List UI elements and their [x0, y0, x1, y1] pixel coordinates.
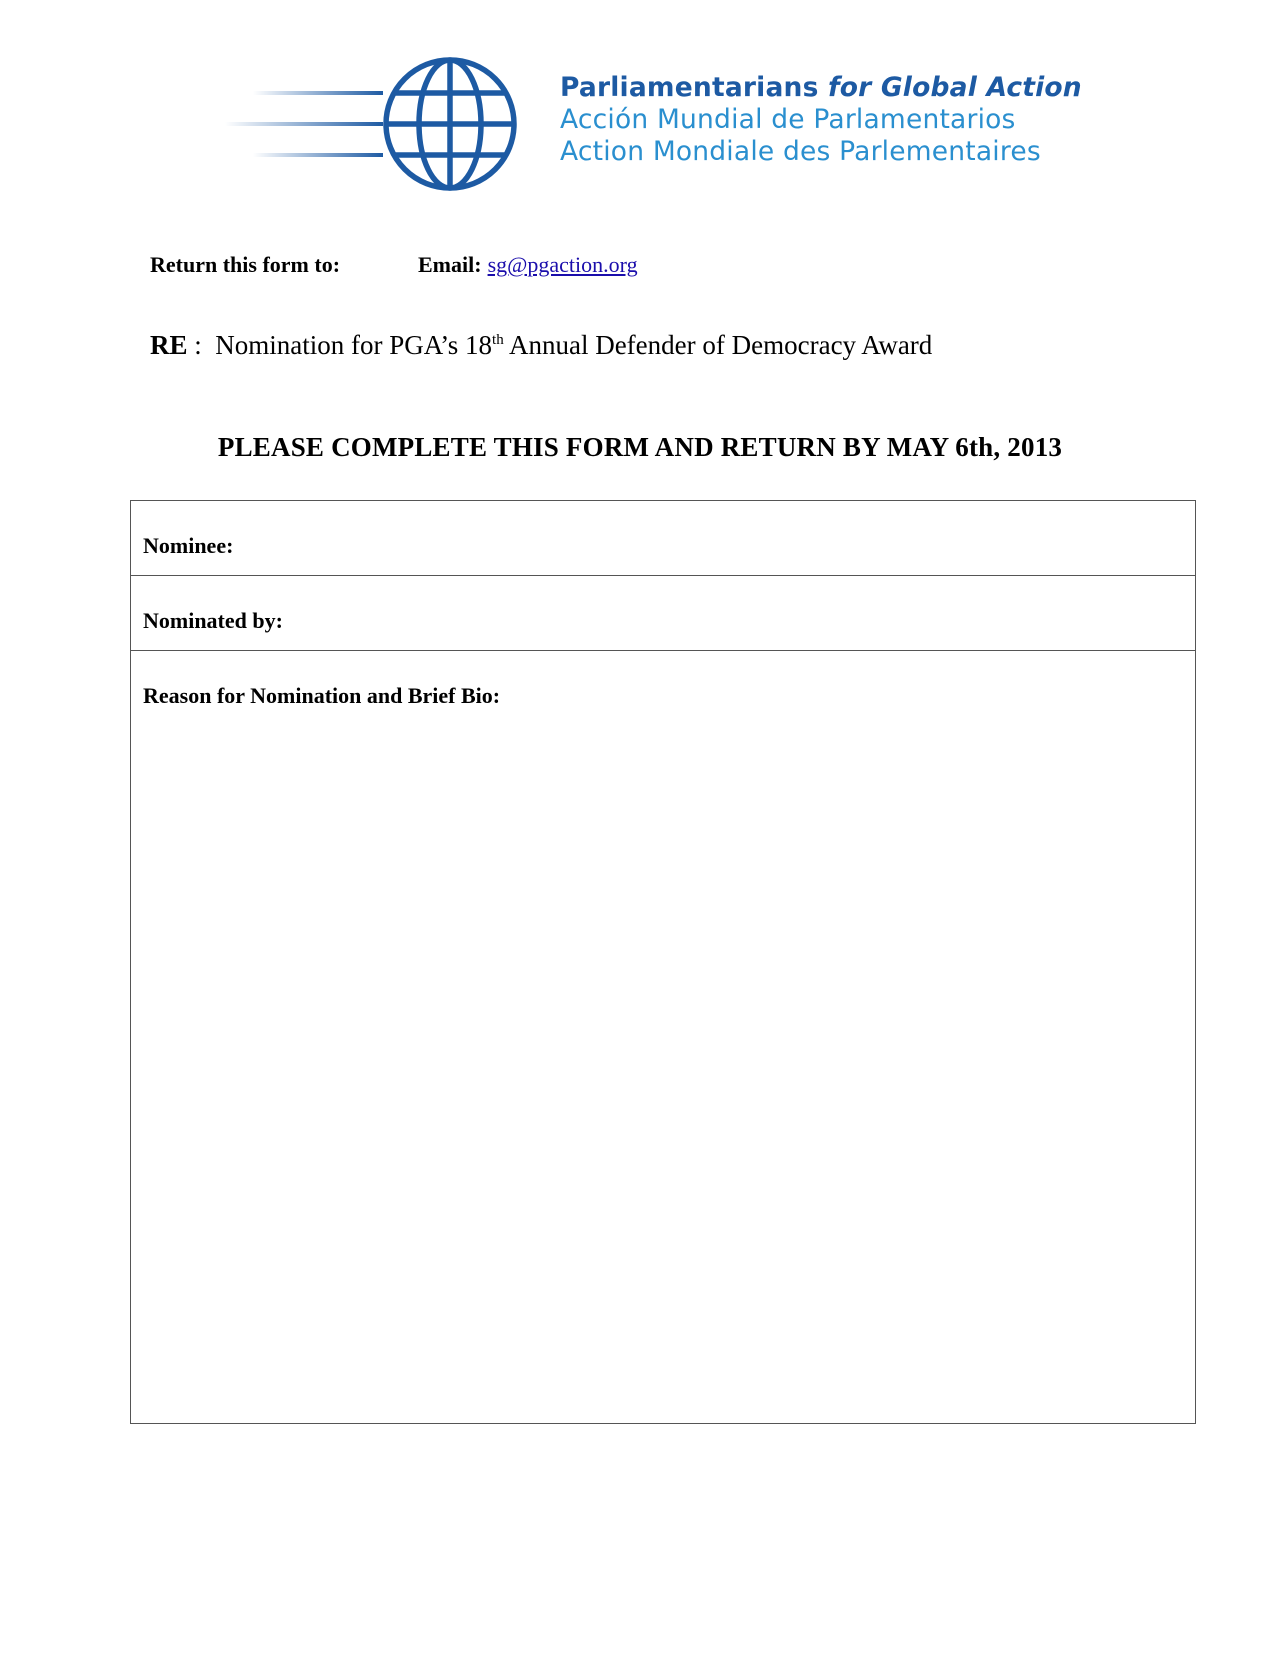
- deadline-heading: PLEASE COMPLETE THIS FORM AND RETURN BY MAY 6th, 2013: [217, 432, 1063, 462]
- nominated-by-label: Nominated by:: [143, 608, 283, 633]
- nominee-label: Nominee:: [143, 533, 234, 558]
- logo-line-english: Parliamentarians for Global Action: [560, 72, 1082, 103]
- subject-label: RE: [150, 330, 188, 360]
- reason-label: Reason for Nomination and Brief Bio:: [143, 683, 501, 708]
- logo-line-french: Action Mondiale des Parlementaires: [560, 136, 1041, 167]
- nominated-by-field[interactable]: [131, 576, 1195, 651]
- email-group: [418, 252, 638, 278]
- email-link[interactable]: sg@pgaction.org: [487, 252, 638, 277]
- globe-with-speed-lines-icon: [225, 54, 525, 194]
- email-label: Email:: [418, 252, 482, 277]
- return-label: Return this form to:: [150, 252, 341, 277]
- subject-line: [150, 330, 932, 361]
- logo-line-spanish: Acción Mundial de Parlamentarios: [560, 104, 1016, 135]
- nominee-field[interactable]: [131, 501, 1195, 576]
- subject-text: Nomination for PGA’s 18th Annual Defender of Democracy Award: [215, 330, 933, 360]
- organization-logo: [225, 54, 1085, 194]
- reason-field[interactable]: [131, 651, 1195, 1422]
- logo-wordmark: [560, 72, 1082, 168]
- subject-separator: :: [187, 330, 216, 360]
- nomination-form: [130, 500, 1196, 1424]
